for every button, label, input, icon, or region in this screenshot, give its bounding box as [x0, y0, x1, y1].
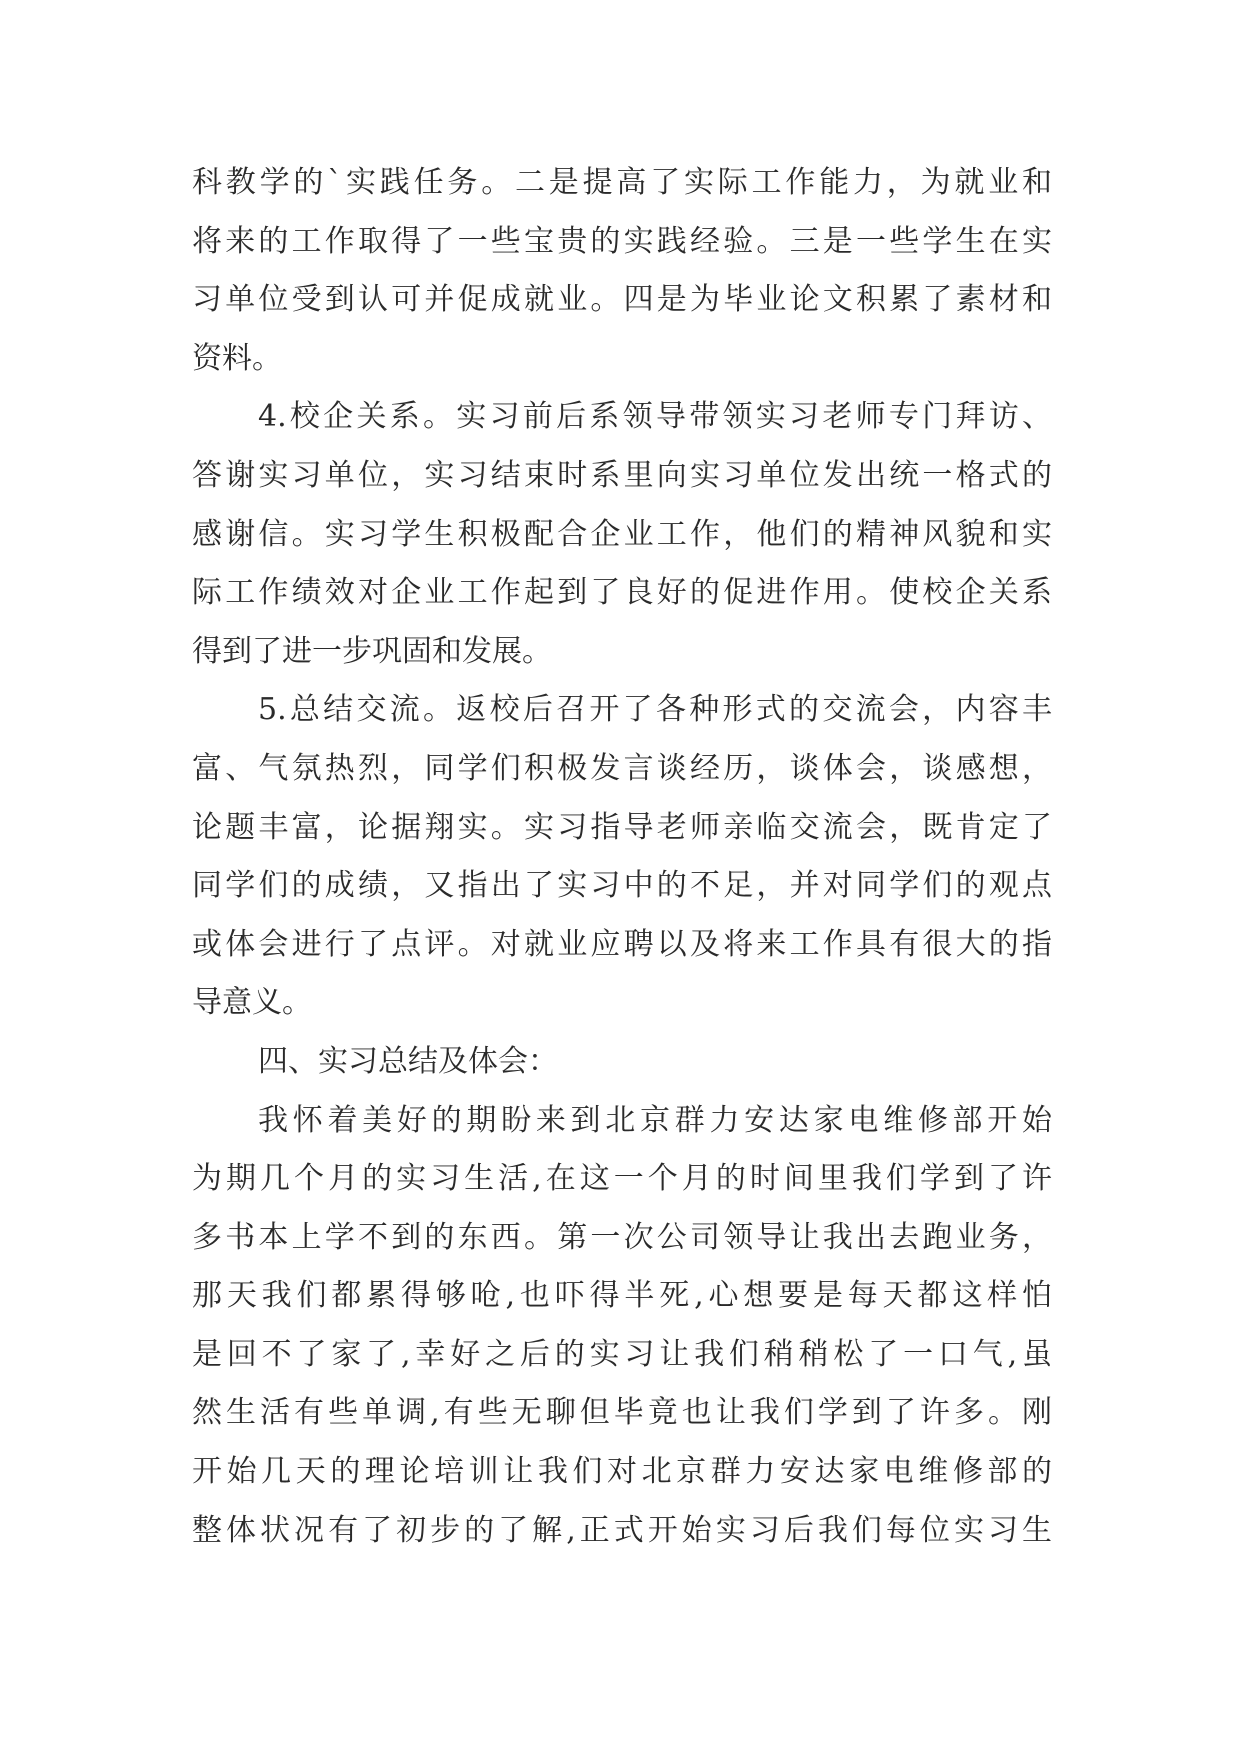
text-line: 5.总结交流。返校后召开了各种形式的交流会，内容丰	[258, 692, 1052, 728]
text-line: 那天我们都累得够呛,也吓得半死,心想要是每天都这样怕	[192, 1278, 1052, 1314]
text-line: 感谢信。实习学生积极配合企业工作，他们的精神风貌和实	[192, 516, 1052, 552]
text-line: 习单位受到认可并促成就业。四是为毕业论文积累了素材和	[192, 282, 1052, 318]
text-line: 4.校企关系。实习前后系领导带领实习老师专门拜访、	[258, 399, 1052, 435]
text-line: 论题丰富，论据翔实。实习指导老师亲临交流会，既肯定了	[192, 809, 1052, 845]
text-line: 多书本上学不到的东西。第一次公司领导让我出去跑业务，	[192, 1219, 1052, 1255]
text-line: 得到了进一步巩固和发展。	[192, 633, 552, 669]
text-line: 然生活有些单调,有些无聊但毕竟也让我们学到了许多。刚	[192, 1395, 1052, 1431]
text-line: 际工作绩效对企业工作起到了良好的促进作用。使校企关系	[192, 575, 1052, 611]
text-line: 资料。	[192, 340, 282, 376]
text-line: 是回不了家了,幸好之后的实习让我们稍稍松了一口气,虽	[192, 1336, 1052, 1372]
text-line: 答谢实习单位，实习结束时系里向实习单位发出统一格式的	[192, 457, 1052, 493]
text-line: 同学们的成绩，又指出了实习中的不足，并对同学们的观点	[192, 868, 1052, 904]
document-page	[192, 154, 1052, 1560]
text-line: 或体会进行了点评。对就业应聘以及将来工作具有很大的指	[192, 926, 1052, 962]
text-line: 整体状况有了初步的了解,正式开始实习后我们每位实习生	[192, 1512, 1052, 1548]
text-line: 导意义。	[192, 985, 312, 1021]
text-line: 富、气氛热烈，同学们积极发言谈经历，谈体会，谈感想，	[192, 750, 1052, 786]
text-line: 科教学的`实践任务。二是提高了实际工作能力，为就业和	[192, 165, 1052, 200]
text-line: 开始几天的理论培训让我们对北京群力安达家电维修部的	[192, 1454, 1052, 1490]
text-line: 我怀着美好的期盼来到北京群力安达家电维修部开始	[258, 1102, 1052, 1138]
text-line: 将来的工作取得了一些宝贵的实践经验。三是一些学生在实	[192, 223, 1052, 259]
text-line: 四、实习总结及体会：	[258, 1043, 558, 1079]
text-line: 为期几个月的实习生活,在这一个月的时间里我们学到了许	[192, 1161, 1052, 1197]
